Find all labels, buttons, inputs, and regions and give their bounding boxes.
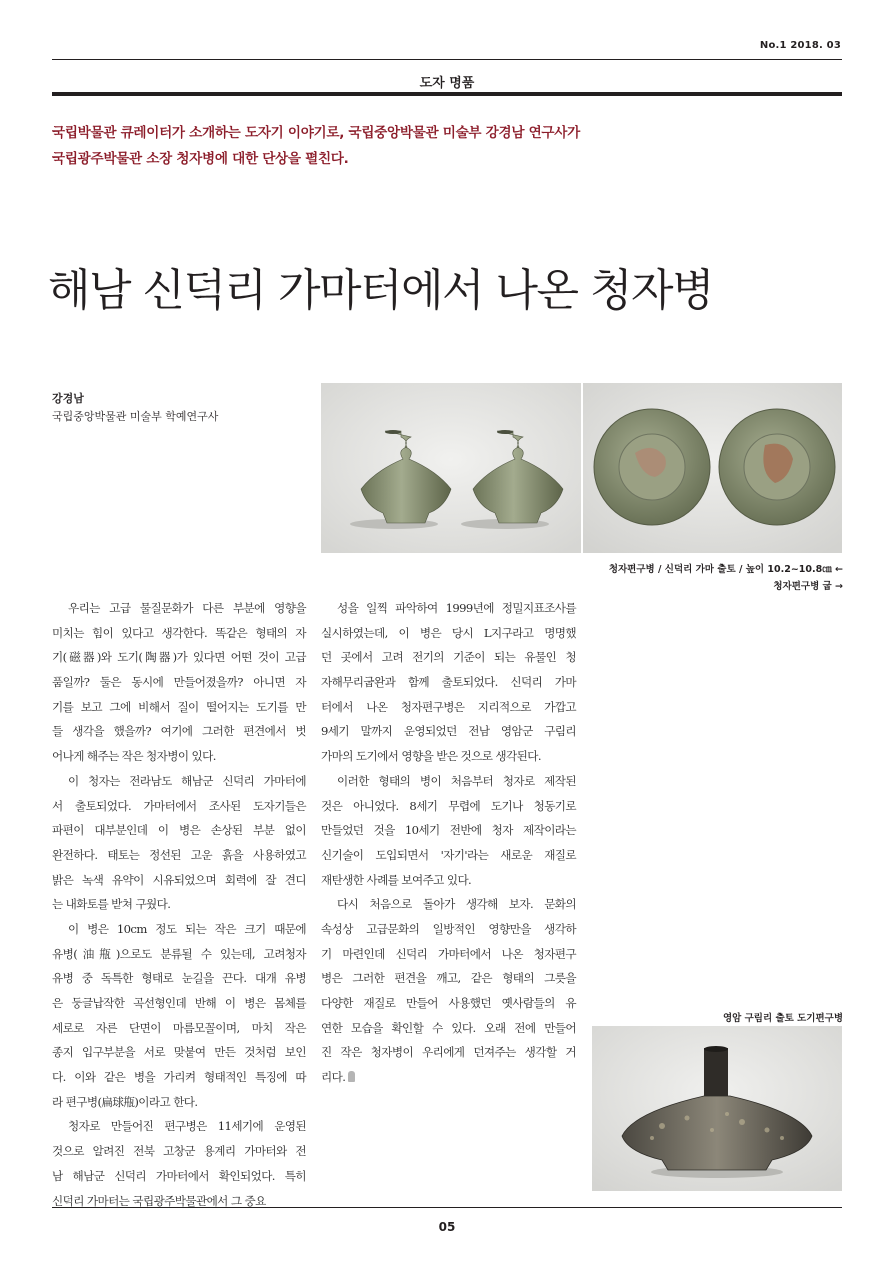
lead-line-2: 국립광주박물관 소장 청자병에 대한 단상을 펼친다. bbox=[52, 151, 349, 167]
body-line: 완전하다. 태토는 정선된 고운 흙을 사용하였고 bbox=[52, 847, 306, 862]
body-paragraph bbox=[52, 596, 306, 769]
body-line: 기(磁器)와 도기(陶器)가 있다면 어떤 것이 고급 bbox=[52, 650, 306, 665]
header-rule bbox=[52, 59, 842, 60]
body-line: 것으로 알려진 전북 고창군 용계리 가마터와 전 bbox=[52, 1144, 306, 1159]
body-line: 우리는 고급 물질문화가 다른 부분에 영향을 bbox=[68, 601, 306, 615]
body-line: 리다. bbox=[321, 1065, 576, 1090]
body-line: 은 둥글납작한 곡선형인데 반해 이 병은 몸체를 bbox=[52, 996, 306, 1010]
body-line: 이 청자는 전라남도 해남군 신덕리 가마터에 bbox=[68, 773, 306, 788]
author-name: 강경남 bbox=[52, 392, 84, 405]
body-paragraph bbox=[52, 1114, 306, 1213]
body-line: 이 병은 10cm 정도 되는 작은 크기 때문에 bbox=[68, 921, 306, 936]
body-line: 실시하였는데, 이 병은 당시 L지구라고 명명했 bbox=[321, 625, 576, 640]
body-line: 터에서 나온 청자편구병은 지리적으로 가깝고 bbox=[321, 699, 576, 714]
body-line: 유병 중 독특한 형태로 눈길을 끈다. 대개 유병 bbox=[52, 971, 306, 986]
body-line: 9세기 말까지 운영되었던 전남 영암군 구림리 bbox=[321, 724, 576, 739]
body-line: 기를 보고 그에 비해서 질이 떨어지는 도기를 만 bbox=[52, 699, 306, 714]
body-line: 세로로 자른 단면이 마름모꼴이며, 마치 작은 bbox=[52, 1020, 306, 1035]
body-line: 자해무리굽완과 함께 출토되었다. 신덕리 가마 bbox=[321, 675, 576, 690]
photo-caption-line-2: 청자편구병 굽 → bbox=[773, 581, 843, 592]
body-line: 성을 일찍 파악하여 1999년에 정밀지표조사를 bbox=[337, 601, 576, 615]
photo-caption-line-1: 청자편구병 / 신덕리 가마 출토 / 높이 10.2~10.8㎝ ← bbox=[608, 564, 843, 575]
article-headline: 해남 신덕리 가마터에서 나온 청자병 bbox=[48, 265, 714, 316]
body-line: 이러한 형태의 병이 처음부터 청자로 제작된 bbox=[337, 773, 576, 788]
body-line: 유병(油甁)으로도 분류될 수 있는데, 고려청자 bbox=[52, 946, 306, 961]
body-line: 남 해남군 신덕리 가마터에서 확인되었다. 특히 bbox=[52, 1168, 306, 1183]
body-line: 들 생각을 했을까? 여기에 그러한 편견에서 벗 bbox=[52, 724, 306, 739]
body-line: 진 작은 청자병이 우리에게 던져주는 생각할 거 bbox=[321, 1045, 576, 1060]
page-number: 05 bbox=[438, 1220, 456, 1234]
body-line: 다시 처음으로 돌아가 생각해 보자. 문화의 bbox=[337, 897, 576, 912]
body-line: 다양한 재질로 만들어 사용했던 옛사람들의 유 bbox=[321, 996, 576, 1010]
body-line: 만들었던 것을 10세기 전반에 청자 제작이라는 bbox=[321, 823, 576, 838]
body-line: 재탄생한 사례를 보여주고 있다. bbox=[321, 872, 472, 887]
body-line: 미치는 힘이 있다고 생각한다. 똑같은 형태의 자 bbox=[52, 625, 306, 640]
lead-line-1: 국립박물관 큐레이터가 소개하는 도자기 이야기로, 국립중앙박물관 미술부 강경남 연구사가 bbox=[52, 125, 580, 141]
body-paragraph bbox=[52, 917, 306, 1115]
celadon-flask-side-photo bbox=[321, 383, 581, 553]
body-line: 는 내화토를 받쳐 구웠다. bbox=[52, 897, 171, 912]
celadon-flask-base-photo bbox=[583, 383, 842, 553]
body-line: 다. 이와 같은 병을 가리켜 형태적인 특징에 따 bbox=[52, 1070, 306, 1085]
body-paragraph bbox=[321, 892, 576, 1090]
body-line: 밝은 녹색 유약이 시유되었으며 회력에 잘 견디 bbox=[52, 872, 306, 887]
body-column-2 bbox=[321, 596, 576, 1090]
body-line: 병은 그러한 편견을 깨고, 같은 형태의 그릇을 bbox=[321, 971, 576, 986]
issue-number: No.1 2018. 03 bbox=[759, 40, 841, 51]
author-affiliation: 국립중앙박물관 미술부 학예연구사 bbox=[52, 410, 219, 423]
side-photo-caption: 영암 구림리 출토 도기편구병 bbox=[722, 1013, 843, 1024]
body-line: 연한 모습을 확인할 수 있다. 오래 전에 만들어 bbox=[321, 1020, 576, 1035]
body-line: 서 출토되었다. 가마터에서 조사된 도자기들은 bbox=[52, 798, 306, 813]
footer-rule bbox=[52, 1207, 842, 1208]
body-line: 신덕리 가마터는 국립광주박물관에서 그 중요 bbox=[52, 1193, 266, 1208]
body-line: 속성상 고급문화의 일방적인 영향만을 생각하 bbox=[321, 921, 576, 936]
body-paragraph bbox=[52, 769, 306, 917]
body-paragraph bbox=[321, 769, 576, 892]
body-line: 신기술이 도입되면서 '자기'라는 새로운 재질로 bbox=[321, 847, 576, 862]
end-mark-icon bbox=[348, 1071, 355, 1082]
section-rule bbox=[52, 92, 842, 96]
body-line: 파편이 대부분인데 이 병은 손상된 부분 없이 bbox=[52, 823, 306, 838]
body-line: 품일까? 둘은 동시에 만들어졌을까? 아니면 자 bbox=[52, 675, 306, 690]
body-line: 라 편구병(扁球甁)이라고 한다. bbox=[52, 1094, 198, 1109]
body-column-1 bbox=[52, 596, 306, 1213]
body-line: 가마의 도기에서 영향을 받은 것으로 생각된다. bbox=[321, 749, 541, 764]
pottery-flask-photo bbox=[592, 1026, 842, 1191]
body-line: 청자로 만들어진 편구병은 11세기에 운영된 bbox=[68, 1119, 306, 1134]
body-line: 종지 입구부분을 서로 맞붙여 만든 것처럼 보인 bbox=[52, 1045, 306, 1060]
body-line: 기 마련인데 신덕리 가마터에서 나온 청자편구 bbox=[321, 946, 576, 961]
body-line: 어나게 해주는 작은 청자병이 있다. bbox=[52, 749, 216, 764]
body-paragraph bbox=[321, 596, 576, 769]
body-line: 것은 아니었다. 8세기 무렵에 도기나 청동기로 bbox=[321, 798, 576, 813]
section-title: 도자 명품 bbox=[419, 76, 475, 91]
body-line: 던 곳에서 고려 전기의 기준이 되는 유물인 청 bbox=[321, 650, 576, 665]
